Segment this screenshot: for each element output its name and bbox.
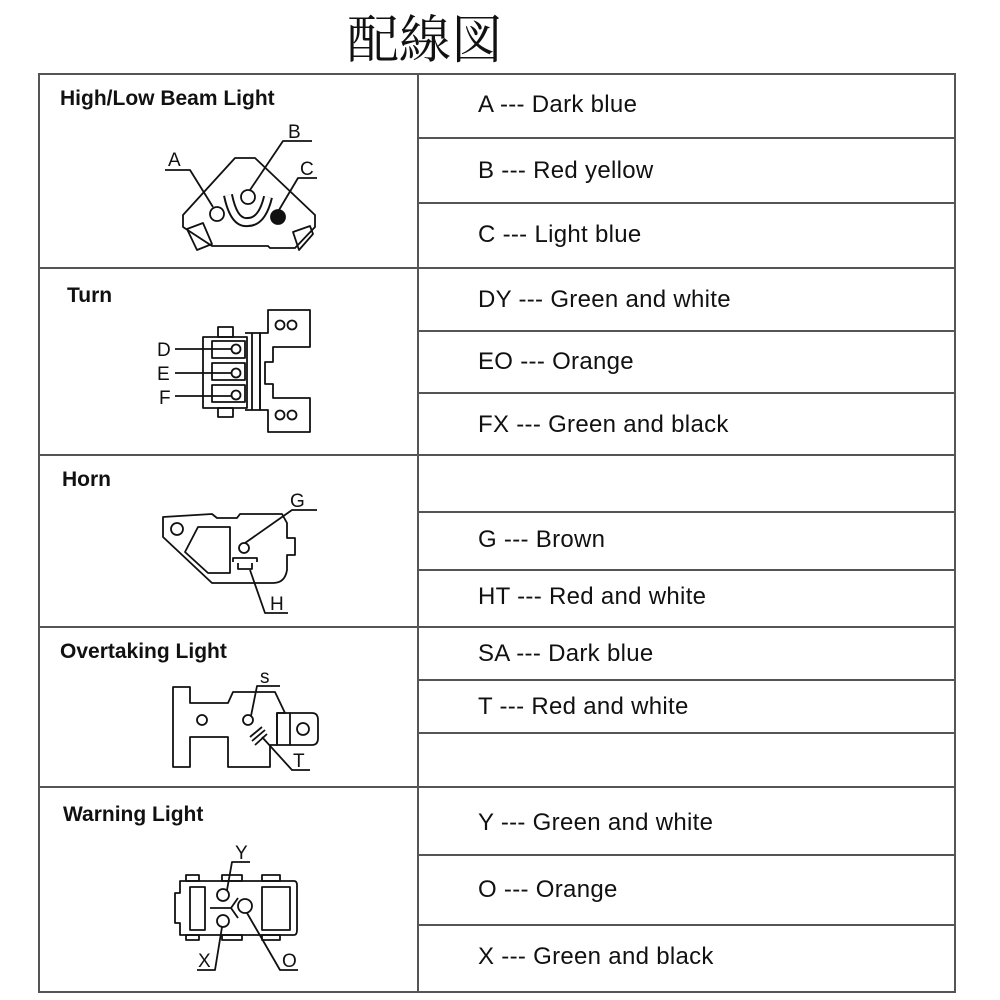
- wire-cell: O --- Orange: [478, 876, 618, 903]
- row-divider: [417, 854, 956, 856]
- row-divider: [417, 392, 956, 394]
- pin-label: C: [300, 159, 314, 180]
- page-title: 配線図: [346, 11, 503, 71]
- section-title-overtaking: Overtaking Light: [60, 640, 227, 663]
- wire-cell: B --- Red yellow: [478, 157, 654, 184]
- wire-cell: SA --- Dark blue: [478, 640, 654, 667]
- pin-label: T: [293, 751, 305, 772]
- row-divider: [417, 924, 956, 926]
- pin-label: G: [290, 491, 305, 512]
- wire-cell: T --- Red and white: [478, 693, 689, 720]
- wire-cell: DY --- Green and white: [478, 286, 731, 313]
- section-divider: [38, 267, 956, 269]
- row-divider: [417, 569, 956, 571]
- row-divider: [417, 202, 956, 204]
- row-divider: [417, 137, 956, 139]
- section-title-turn: Turn: [67, 284, 113, 307]
- section-title-warning: Warning Light: [63, 803, 204, 826]
- pin-label: Y: [235, 843, 248, 864]
- row-divider: [417, 330, 956, 332]
- row-divider: [417, 679, 956, 681]
- wire-cell: G --- Brown: [478, 526, 606, 553]
- wire-cell: C --- Light blue: [478, 221, 642, 248]
- row-divider: [417, 511, 956, 513]
- wire-cell: HT --- Red and white: [478, 583, 707, 610]
- section-title-horn: Horn: [62, 468, 111, 491]
- wire-cell: Y --- Green and white: [478, 809, 714, 836]
- pin-label: B: [288, 122, 301, 143]
- pin-label: A: [168, 150, 181, 171]
- section-divider: [38, 454, 956, 456]
- pin-label: D: [157, 340, 171, 361]
- section-divider: [38, 626, 956, 628]
- section-title-high-low-beam: High/Low Beam Light: [60, 87, 275, 110]
- pin-label: E: [157, 364, 170, 385]
- pin-label: X: [198, 951, 211, 972]
- pin-label: H: [270, 594, 284, 615]
- wire-cell: A --- Dark blue: [478, 91, 638, 118]
- wire-cell: FX --- Green and black: [478, 411, 729, 438]
- wire-cell: X --- Green and black: [478, 943, 714, 970]
- section-divider: [38, 786, 956, 788]
- row-divider: [417, 732, 956, 734]
- pin-label: s: [260, 667, 270, 688]
- pin-label: F: [159, 388, 171, 409]
- pin-label: O: [282, 951, 297, 972]
- wire-cell: EO --- Orange: [478, 348, 634, 375]
